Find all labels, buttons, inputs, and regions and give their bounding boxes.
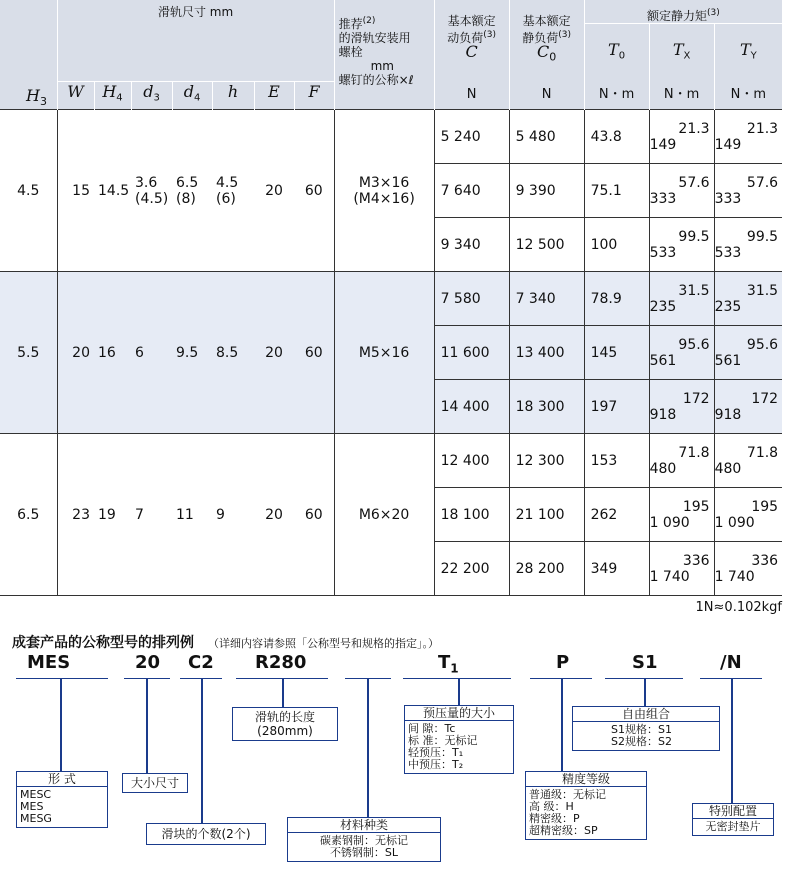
cell-static-load: 28 200: [509, 542, 584, 596]
code-combo: S1: [632, 652, 658, 673]
cell-dynamic-load: 18 100: [434, 488, 509, 542]
cell-e: 20: [254, 110, 294, 272]
connector-material: [367, 679, 369, 817]
cell-static-load: 21 100: [509, 488, 584, 542]
cell-w: 20: [57, 272, 94, 434]
cell-ty: 336 1 740: [714, 542, 782, 596]
cell-dynamic-load: 11 600: [434, 326, 509, 380]
cell-t0: 78.9: [584, 272, 649, 326]
cell-tx: 71.8 480: [649, 434, 714, 488]
cell-static-load: 5 480: [509, 110, 584, 164]
cell-static-load: 12 300: [509, 434, 584, 488]
cell-tx: 31.5 235: [649, 272, 714, 326]
cell-h4: 14.5: [94, 110, 131, 272]
connector-accuracy: [561, 679, 563, 771]
header-dynamic-load: 基本额定 动负荷$^{(3)}$ C: [434, 0, 509, 82]
table-header: [0, 0, 782, 110]
header-h4: $H_4$: [94, 82, 131, 110]
cell-h4: 16: [94, 272, 131, 434]
cell-ty: 31.5 235: [714, 272, 782, 326]
header-h3: $H_3$: [26, 86, 47, 109]
header-d4: $d_4$: [172, 82, 212, 110]
cell-bolt: M5×16: [334, 272, 434, 434]
connector-size: [146, 679, 148, 773]
cell-ty: 21.3 149: [714, 110, 782, 164]
cell-t0: 262: [584, 488, 649, 542]
header-w: W: [57, 82, 94, 110]
cell-h3: 5.5: [0, 272, 57, 434]
cell-static-load: 13 400: [509, 326, 584, 380]
header-t0-unit: N・m: [584, 82, 649, 110]
code-count: C2: [188, 652, 214, 673]
cell-bolt: M3×16 (M4×16): [334, 110, 434, 272]
cell-h3: 6.5: [0, 434, 57, 596]
header-tx-unit: N・m: [649, 82, 714, 110]
cell-d4: 11: [172, 434, 212, 596]
connector-mes: [60, 679, 62, 771]
cell-d4: 9.5: [172, 272, 212, 434]
header-moment: 额定静力矩$^{(3)}$: [584, 0, 782, 24]
cell-dynamic-load: 14 400: [434, 380, 509, 434]
cell-dynamic-load: 7 580: [434, 272, 509, 326]
cell-t0: 100: [584, 218, 649, 272]
box-preload: 预压量的大小 间 隙：Tc 标 准：无标记 轻预压：T₁ 中预压：T₂: [404, 705, 514, 774]
cell-dynamic-load: 9 340: [434, 218, 509, 272]
cell-ty: 71.8 480: [714, 434, 782, 488]
header-e: E: [254, 82, 294, 110]
cell-dynamic-load: 5 240: [434, 110, 509, 164]
header-ty: $T_Y$: [714, 24, 782, 82]
header-t0: $T_0$: [584, 24, 649, 82]
cell-h4: 19: [94, 434, 131, 596]
cell-tx: 95.6 561: [649, 326, 714, 380]
header-static-load: 基本额定 静负荷$^{(3)}$ $C_0$: [509, 0, 584, 82]
box-count: 滑块的个数(2个): [146, 823, 266, 845]
cell-static-load: 7 340: [509, 272, 584, 326]
cell-static-load: 9 390: [509, 164, 584, 218]
cell-bolt: M6×20: [334, 434, 434, 596]
table-row: [0, 110, 782, 164]
cell-w: 15: [57, 110, 94, 272]
cell-t0: 145: [584, 326, 649, 380]
cell-ty: 95.6 561: [714, 326, 782, 380]
cell-f: 60: [294, 110, 334, 272]
cell-ty: 99.5 533: [714, 218, 782, 272]
cell-dynamic-load: 22 200: [434, 542, 509, 596]
cell-d3: 7: [131, 434, 172, 596]
box-material: 材料种类 碳素钢制：无标记 不锈钢制：SL: [287, 817, 441, 862]
cell-ty: 195 1 090: [714, 488, 782, 542]
box-accuracy: 精度等级 普通级：无标记 高 级：H 精密级：P 超精密级：SP: [525, 771, 647, 840]
box-special: 特别配置 无密封垫片: [692, 803, 774, 836]
box-size: 大小尺寸: [122, 773, 188, 793]
unit-conversion-note: 1N≈0.102kgf: [695, 600, 782, 615]
cell-tx: 21.3 149: [649, 110, 714, 164]
header-ty-unit: N・m: [714, 82, 782, 110]
table-row: [0, 272, 782, 326]
cell-static-load: 18 300: [509, 380, 584, 434]
cell-e: 20: [254, 272, 294, 434]
table-body: [0, 110, 782, 596]
cell-ty: 172 918: [714, 380, 782, 434]
underline-mes: [16, 678, 108, 679]
connector-special: [731, 679, 733, 803]
code-length: R280: [255, 652, 307, 673]
code-size: 20: [135, 652, 161, 673]
code-preload: $T_1$: [438, 652, 459, 676]
header-d3: $d_3$: [131, 82, 172, 110]
cell-h: 4.5 (6): [212, 110, 254, 272]
header-rail-spacer: [57, 24, 334, 82]
cell-ty: 57.6 333: [714, 164, 782, 218]
cell-w: 23: [57, 434, 94, 596]
cell-static-load: 12 500: [509, 218, 584, 272]
code-mes: MES: [27, 652, 71, 673]
connector-length: [282, 679, 284, 707]
box-combo: 自由组合 S1规格：S1 S2规格：S2: [572, 706, 720, 751]
cell-d4: 6.5 (8): [172, 110, 212, 272]
connector-preload: [458, 679, 460, 705]
cell-tx: 195 1 090: [649, 488, 714, 542]
box-form: 形 式 MESC MES MESG: [16, 771, 108, 828]
cell-d3: 3.6 (4.5): [131, 110, 172, 272]
cell-t0: 197: [584, 380, 649, 434]
cell-tx: 99.5 533: [649, 218, 714, 272]
connector-combo: [644, 679, 646, 706]
cell-tx: 172 918: [649, 380, 714, 434]
cell-dynamic-load: 12 400: [434, 434, 509, 488]
cell-f: 60: [294, 434, 334, 596]
cell-t0: 75.1: [584, 164, 649, 218]
code-special: /N: [720, 652, 742, 673]
connector-count: [201, 679, 203, 823]
box-length: 滑轨的长度 (280mm): [232, 707, 338, 741]
header-f: F: [294, 82, 334, 110]
cell-h: 8.5: [212, 272, 254, 434]
cell-d3: 6: [131, 272, 172, 434]
cell-e: 20: [254, 434, 294, 596]
cell-tx: 57.6 333: [649, 164, 714, 218]
header-dyn-unit: N: [434, 82, 509, 110]
header-tx: $T_X$: [649, 24, 714, 82]
header-stat-unit: N: [509, 82, 584, 110]
underline-preload: [403, 678, 511, 679]
cell-dynamic-load: 7 640: [434, 164, 509, 218]
cell-tx: 336 1 740: [649, 542, 714, 596]
header-rail-dims: 滑轨尺寸 mm: [57, 0, 334, 24]
cell-h3: 4.5: [0, 110, 57, 272]
code-accuracy: P: [556, 652, 570, 673]
header-h: h: [212, 82, 254, 110]
cell-t0: 43.8: [584, 110, 649, 164]
header-bolt: 推荐$^{(2)}$ 的滑轨安装用 螺栓 mm 螺钉的公称×ℓ: [334, 0, 434, 110]
example-title: 成套产品的公称型号的排列例 （详细内容请参照「公称型号和规格的指定」。）: [12, 635, 439, 651]
table-row: [0, 434, 782, 488]
cell-t0: 153: [584, 434, 649, 488]
cell-t0: 349: [584, 542, 649, 596]
cell-h: 9: [212, 434, 254, 596]
cell-f: 60: [294, 272, 334, 434]
